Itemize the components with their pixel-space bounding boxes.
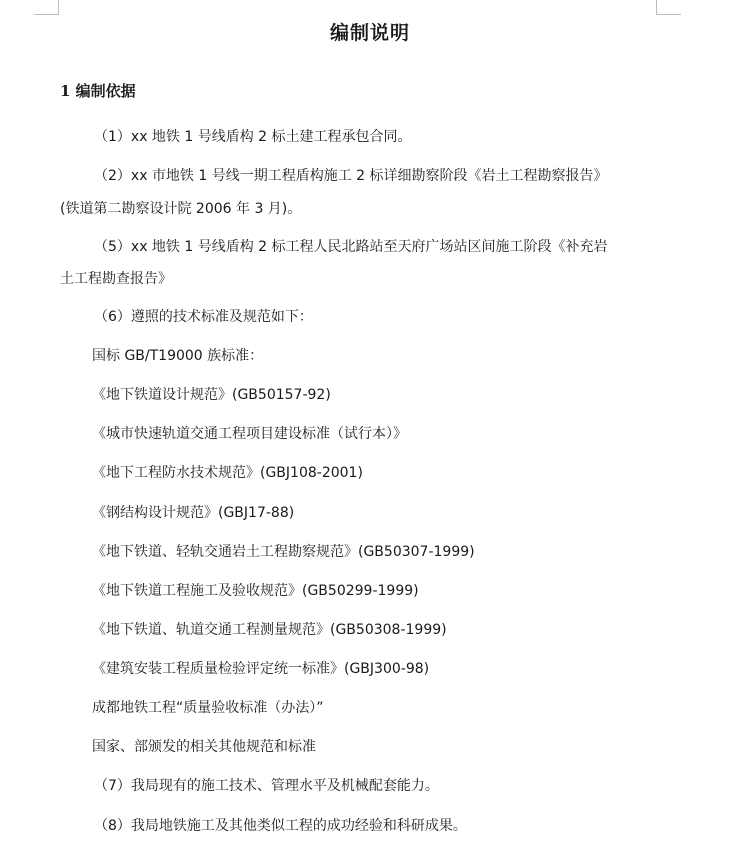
- standard-item: 成都地铁工程“质量验收标准（办法）”: [92, 700, 324, 716]
- paragraph-line: （2）xx 市地铁 1 号线一期工程盾构施工 2 标详细勘察阶段《岩土工程勘察报告》: [94, 168, 608, 184]
- standard-item: 《建筑安装工程质量检验评定统一标准》(GBJ300-98): [92, 661, 430, 677]
- standard-item: 《地下铁道设计规范》(GB50157-92): [92, 387, 331, 403]
- standard-item: 国家、部颁发的相关其他规范和标准: [92, 739, 316, 755]
- paragraph-line: （5）xx 地铁 1 号线盾构 2 标工程人民北路站至天府广场站区间施工阶段《补充岩: [94, 239, 608, 255]
- paragraph-line: 土工程勘查报告》: [60, 271, 172, 287]
- standard-item: 《地下铁道、轻轨交通岩土工程勘察规范》(GB50307-1999): [92, 544, 475, 560]
- paragraph-line: (铁道第二勘察设计院 2006 年 3 月)。: [60, 201, 302, 217]
- section-heading: 1 编制依据: [60, 82, 136, 100]
- standard-item: 《城市快速轨道交通工程项目建设标准（试行本）》: [92, 426, 407, 442]
- standard-item: 《地下工程防水技术规范》(GBJ108-2001): [92, 465, 363, 481]
- page-corner-mark-top-right: [656, 0, 681, 15]
- standard-item: 《钢结构设计规范》(GBJ17-88): [92, 505, 295, 521]
- standards-group-heading: 国标 GB/T19000 族标准：: [92, 348, 264, 364]
- paragraph-line: （6）遵照的技术标准及规范如下：: [94, 309, 313, 325]
- page-corner-mark-top-left: [34, 0, 59, 15]
- page-title: 编制说明: [329, 22, 410, 44]
- standard-item: 《地下铁道、轨道交通工程测量规范》(GB50308-1999): [92, 622, 447, 638]
- paragraph-line: （8）我局地铁施工及其他类似工程的成功经验和科研成果。: [94, 818, 467, 834]
- standard-item: 《地下铁道工程施工及验收规范》(GB50299-1999): [92, 583, 419, 599]
- paragraph-line: （1）xx 地铁 1 号线盾构 2 标土建工程承包合同。: [94, 129, 412, 145]
- paragraph-line: （7）我局现有的施工技术、管理水平及机械配套能力。: [94, 778, 439, 794]
